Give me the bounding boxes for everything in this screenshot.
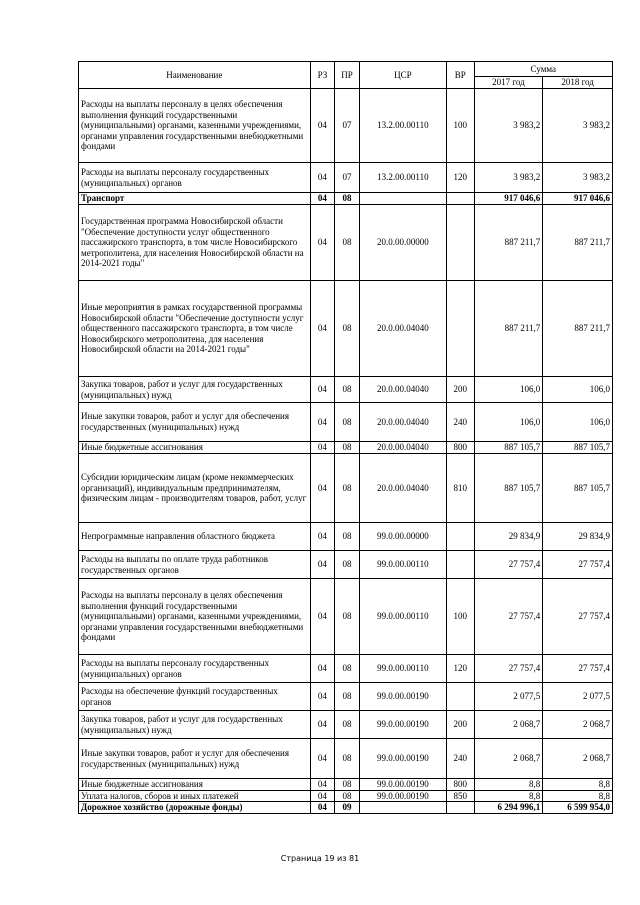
cell-2017: 887 105,7 [474,442,543,454]
cell-name: Иные бюджетные ассигнования [79,779,311,791]
cell-2017: 887 211,7 [474,205,543,281]
col-header-sum: Сумма [474,62,612,77]
cell-pr: 08 [335,205,360,281]
cell-csr: 20.0.00.04040 [359,377,446,403]
cell-vr [446,523,474,551]
table-row [79,683,613,711]
cell-2017: 2 068,7 [474,711,543,739]
cell-2017: 2 077,5 [474,683,543,711]
table-row [79,711,613,739]
cell-rz: 04 [310,790,335,802]
cell-2018: 27 757,4 [543,579,613,655]
cell-rz: 04 [310,779,335,791]
col-header-rz: РЗ [310,62,335,89]
cell-rz: 04 [310,711,335,739]
col-header-csr: ЦСР [359,62,446,89]
cell-2017: 3 983,2 [474,89,543,163]
cell-csr: 20.0.00.04040 [359,442,446,454]
cell-csr [359,802,446,814]
cell-2018: 887 105,7 [543,442,613,454]
cell-csr: 13.2.00.00110 [359,89,446,163]
cell-pr: 09 [335,802,360,814]
cell-rz: 04 [310,683,335,711]
cell-name: Субсидии юридическим лицам (кроме некоммерческих организаций), индивидуальным предпринимателям, физическим лицам - производителям товаров, работ, услуг [79,454,311,523]
cell-name: Расходы на выплаты персоналу государственных (муниципальных) органов [79,163,311,193]
cell-rz: 04 [310,551,335,579]
cell-vr: 240 [446,403,474,442]
cell-pr: 08 [335,281,360,377]
cell-rz: 04 [310,205,335,281]
table-row [79,579,613,655]
cell-vr [446,205,474,281]
table-row [79,193,613,205]
cell-csr [359,193,446,205]
cell-2018: 6 599 954,0 [543,802,613,814]
cell-vr: 120 [446,655,474,683]
cell-vr [446,551,474,579]
cell-name: Расходы на выплаты по оплате труда работников государственных органов [79,551,311,579]
cell-pr: 08 [335,442,360,454]
cell-csr: 99.0.00.00190 [359,683,446,711]
table-row [79,281,613,377]
cell-csr: 99.0.00.00190 [359,739,446,779]
cell-rz: 04 [310,442,335,454]
table-row [79,377,613,403]
cell-pr: 08 [335,790,360,802]
cell-csr: 99.0.00.00110 [359,579,446,655]
cell-2018: 29 834,9 [543,523,613,551]
cell-pr: 08 [335,551,360,579]
table-row [79,442,613,454]
cell-pr: 07 [335,89,360,163]
col-header-2018: 2018 год [543,77,613,89]
cell-rz: 04 [310,403,335,442]
cell-csr: 99.0.00.00110 [359,551,446,579]
cell-2018: 917 046,6 [543,193,613,205]
cell-rz: 04 [310,739,335,779]
cell-2017: 106,0 [474,377,543,403]
cell-2018: 3 983,2 [543,163,613,193]
cell-name: Транспорт [79,193,311,205]
table-row [79,739,613,779]
cell-csr: 13.2.00.00110 [359,163,446,193]
cell-rz: 04 [310,281,335,377]
cell-2018: 887 105,7 [543,454,613,523]
cell-pr: 08 [335,655,360,683]
cell-csr: 99.0.00.00110 [359,655,446,683]
table-row [79,454,613,523]
cell-2017: 8,8 [474,790,543,802]
cell-2017: 887 211,7 [474,281,543,377]
table-body [79,89,613,814]
table-row [79,655,613,683]
cell-rz: 04 [310,193,335,205]
cell-vr: 200 [446,711,474,739]
cell-name: Иные мероприятия в рамках государственной программы Новосибирской области "Обеспечение доступности услуг общественного пассажирского транспорта, в том числе Новосибирского метрополитена, для населения Новосибирской области на 2014-2021 годы" [79,281,311,377]
page-number: Страница 19 из 81 [280,854,360,863]
cell-vr [446,281,474,377]
cell-2018: 27 757,4 [543,655,613,683]
cell-vr: 100 [446,579,474,655]
cell-vr: 800 [446,779,474,791]
cell-csr: 99.0.00.00190 [359,779,446,791]
cell-vr: 200 [446,377,474,403]
table-row [79,403,613,442]
cell-pr: 08 [335,454,360,523]
cell-2018: 887 211,7 [543,281,613,377]
cell-2017: 917 046,6 [474,193,543,205]
cell-pr: 07 [335,163,360,193]
cell-rz: 04 [310,655,335,683]
cell-2018: 27 757,4 [543,551,613,579]
cell-2018: 2 068,7 [543,739,613,779]
cell-2017: 27 757,4 [474,579,543,655]
cell-name: Государственная программа Новосибирской области "Обеспечение доступности услуг общественного пассажирского транспорта, в том числе Новосибирского метрополитена, для населения Новосибирской области на 2014-2021 годы" [79,205,311,281]
cell-vr [446,683,474,711]
cell-2017: 6 294 996,1 [474,802,543,814]
cell-name: Закупка товаров, работ и услуг для государственных (муниципальных) нужд [79,377,311,403]
cell-2017: 27 757,4 [474,551,543,579]
cell-csr: 20.0.00.04040 [359,281,446,377]
cell-rz: 04 [310,89,335,163]
cell-name: Иные бюджетные ассигнования [79,442,311,454]
table-row [79,802,613,814]
cell-name: Закупка товаров, работ и услуг для государственных (муниципальных) нужд [79,711,311,739]
cell-pr: 08 [335,683,360,711]
cell-rz: 04 [310,454,335,523]
cell-vr [446,802,474,814]
cell-csr: 20.0.00.04040 [359,403,446,442]
cell-vr: 120 [446,163,474,193]
col-header-2017: 2017 год [474,77,543,89]
cell-pr: 08 [335,579,360,655]
table-row [79,779,613,791]
cell-rz: 04 [310,802,335,814]
cell-2018: 887 211,7 [543,205,613,281]
col-header-vr: ВР [446,62,474,89]
cell-rz: 04 [310,377,335,403]
cell-2018: 8,8 [543,779,613,791]
cell-2017: 29 834,9 [474,523,543,551]
cell-2017: 3 983,2 [474,163,543,193]
table-row [79,551,613,579]
cell-vr [446,193,474,205]
cell-name: Иные закупки товаров, работ и услуг для обеспечения государственных (муниципальных) нужд [79,739,311,779]
table-header [79,62,613,89]
cell-csr: 99.0.00.00000 [359,523,446,551]
cell-vr: 240 [446,739,474,779]
cell-name: Непрограммные направления областного бюджета [79,523,311,551]
cell-pr: 08 [335,523,360,551]
cell-2018: 2 068,7 [543,711,613,739]
cell-vr: 850 [446,790,474,802]
cell-pr: 08 [335,193,360,205]
cell-pr: 08 [335,377,360,403]
cell-2017: 27 757,4 [474,655,543,683]
cell-name: Расходы на обеспечение функций государственных органов [79,683,311,711]
table-row [79,163,613,193]
cell-2018: 106,0 [543,377,613,403]
cell-csr: 99.0.00.00190 [359,711,446,739]
cell-2018: 8,8 [543,790,613,802]
col-header-name: Наименование [79,62,311,89]
cell-vr: 810 [446,454,474,523]
cell-csr: 20.0.00.04040 [359,454,446,523]
cell-rz: 04 [310,163,335,193]
cell-2017: 2 068,7 [474,739,543,779]
cell-pr: 08 [335,711,360,739]
budget-table [78,61,613,814]
cell-pr: 08 [335,403,360,442]
cell-name: Расходы на выплаты персоналу в целях обеспечения выполнения функций государственными (муниципальными) органами, казенными учреждениями, органами управления государственными внебюджетными фондами [79,89,311,163]
cell-name: Дорожное хозяйство (дорожные фонды) [79,802,311,814]
cell-2017: 887 105,7 [474,454,543,523]
cell-pr: 08 [335,739,360,779]
cell-rz: 04 [310,523,335,551]
cell-name: Расходы на выплаты персоналу государственных (муниципальных) органов [79,655,311,683]
table-row [79,205,613,281]
col-header-pr: ПР [335,62,360,89]
cell-csr: 20.0.00.00000 [359,205,446,281]
table-row [79,790,613,802]
cell-2018: 2 077,5 [543,683,613,711]
cell-2017: 8,8 [474,779,543,791]
cell-vr: 100 [446,89,474,163]
cell-pr: 08 [335,779,360,791]
table-row [79,89,613,163]
cell-name: Расходы на выплаты персоналу в целях обеспечения выполнения функций государственными (муниципальными) органами, казенными учреждениями, органами управления государственными внебюджетными фондами [79,579,311,655]
cell-2018: 106,0 [543,403,613,442]
cell-2018: 3 983,2 [543,89,613,163]
cell-name: Уплата налогов, сборов и иных платежей [79,790,311,802]
cell-vr: 800 [446,442,474,454]
table-row [79,523,613,551]
cell-csr: 99.0.00.00190 [359,790,446,802]
cell-rz: 04 [310,579,335,655]
cell-2017: 106,0 [474,403,543,442]
cell-name: Иные закупки товаров, работ и услуг для обеспечения государственных (муниципальных) нужд [79,403,311,442]
